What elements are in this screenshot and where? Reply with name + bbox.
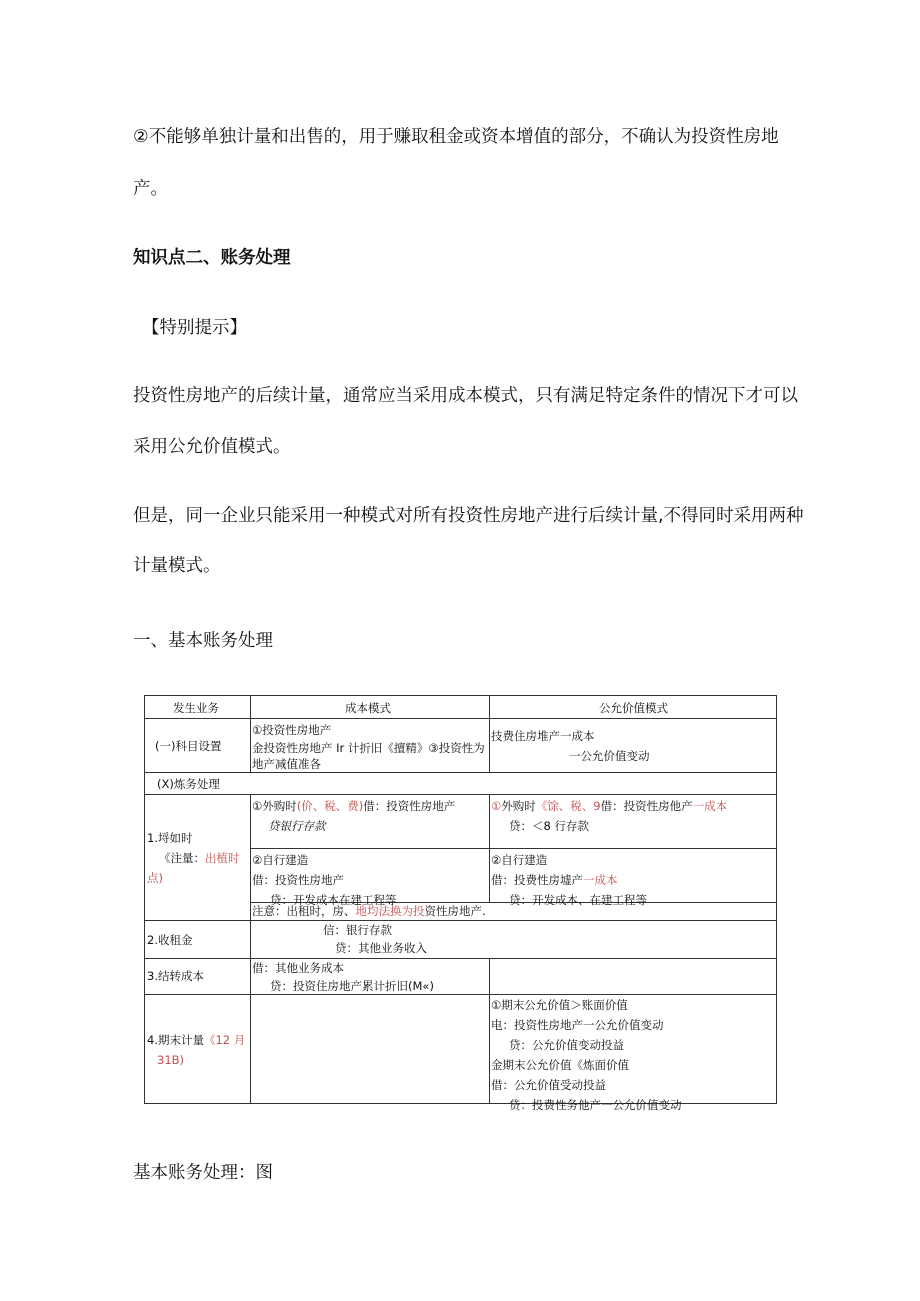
- fair-self-build: [491, 850, 775, 907]
- rent-line: 信：银行存款: [323, 923, 392, 937]
- intro-line-2: 产。: [133, 179, 168, 199]
- cost-setup-line: 地产减值准各: [252, 757, 321, 771]
- row-transfer-label: 3.结转成本: [147, 969, 204, 983]
- fair-purchase-line: 贷：＜8 行存款: [509, 819, 589, 833]
- period-label-red: 《12 月: [203, 1033, 246, 1047]
- transfer-line: 借：其他业务成本: [252, 961, 344, 975]
- fair-purchase-red: 一成本: [692, 799, 728, 813]
- cost-purchase-prefix: ①外购时: [252, 799, 297, 813]
- acquire-label-line: [147, 848, 249, 868]
- fair-purchase-text: 借：投资性房他产: [600, 799, 693, 813]
- row-section-label: (X)炼务处理: [157, 777, 220, 791]
- fair-build-text: 借：投费性房墟产: [491, 873, 583, 887]
- period-fair-line: 金期末公允价值《炼面价值: [491, 1058, 629, 1072]
- intro-line-1: ②不能够单独计量和出售的，用于赚取租金或资本增值的部分，不确认为投资性房地: [133, 127, 779, 147]
- cost-purchase-line: 贷银行存款: [268, 819, 326, 833]
- acquire-label-red: 出植时: [205, 851, 240, 865]
- fair-build-line: ②自行建造: [491, 853, 548, 867]
- cost-purchase-suffix: 借：投资性房地产: [363, 799, 456, 813]
- row-transfer-entry: [252, 959, 488, 995]
- cost-build-line: 借：投资性房地产: [252, 873, 344, 887]
- header-cost-model: 成本模式: [345, 701, 391, 715]
- period-fair-line: 贷：公允价值变动投益: [509, 1038, 624, 1052]
- period-label-prefix: 4.期末计量: [147, 1033, 204, 1047]
- fair-build-red: 一成本: [583, 873, 618, 887]
- fair-setup-line: 技费住房堆产一成本: [491, 729, 595, 743]
- footer-title: 基本账务处理：图: [133, 1163, 273, 1183]
- row-rent-entry: [323, 921, 623, 957]
- note-suffix: 资性房地产.: [424, 904, 486, 918]
- row-account-setup-fair: [491, 726, 775, 766]
- fair-setup-line: 一公允价值变动: [569, 749, 650, 763]
- cost-purchase: [252, 796, 488, 836]
- fair-purchase-line: [491, 796, 775, 816]
- row-period-end-fair: [491, 995, 775, 1112]
- acquire-label-prefix: 《注量：: [159, 851, 205, 865]
- fair-purchase-text: 外购时: [501, 799, 536, 813]
- paragraph1-line-1: 投资性房地产的后续计量，通常应当采用成本模式，只有满足特定条件的情况下才可以: [133, 386, 798, 406]
- period-label-line: 31B): [157, 1053, 185, 1067]
- cost-build-line: 贷：开发成本在建工程等: [270, 893, 397, 907]
- row-period-end-label: [147, 1030, 249, 1070]
- tip-label: 【特别提示】: [142, 318, 247, 338]
- paragraph1-line-2: 采用公允价值模式。: [133, 437, 291, 457]
- period-fair-line: 贷：投费性务他产一公允价值变动: [509, 1098, 682, 1112]
- acquire-note: [252, 902, 486, 920]
- cost-build-line: ②自行建造: [252, 853, 309, 867]
- period-fair-line: 借：公允价值受动投益: [491, 1078, 606, 1092]
- paragraph2-line-1: 但是，同一企业只能采用一种模式对所有投资性房地产进行后续计量,不得同时采用两种: [133, 506, 804, 526]
- period-fair-line: 电：投资性房地产一公允价值变动: [491, 1018, 664, 1032]
- fair-build-line: 贷：开发成本、在建工程等: [509, 893, 647, 907]
- cost-self-build: [252, 850, 488, 907]
- cost-setup-line: ①投资性房地产: [252, 723, 332, 737]
- row-account-setup-label: (一)科目设置: [155, 739, 222, 753]
- rent-line: 贷：其他业务收入: [335, 941, 427, 955]
- acquire-label-line: 1.埒如时: [147, 831, 193, 845]
- fair-build-line: [491, 870, 775, 890]
- acquire-label-line: 点): [147, 871, 163, 885]
- note-prefix: 注意：出租时，房、: [252, 904, 356, 918]
- fair-purchase-red: ①: [491, 799, 502, 813]
- fair-purchase: [491, 796, 775, 836]
- paragraph2-line-2: 计量模式。: [133, 556, 221, 576]
- period-fair-line: ①期末公允价值＞账面价值: [491, 998, 628, 1012]
- note-red: 地均法换为投: [355, 904, 425, 918]
- header-business: 发生业务: [173, 701, 219, 715]
- cost-purchase-line: [252, 796, 488, 816]
- transfer-line: 贷：投资住房地产累计折旧(M«): [270, 979, 434, 993]
- period-label-line: [147, 1030, 249, 1050]
- header-fair-value-model: 公允价值模式: [599, 701, 668, 715]
- accounting-table: [144, 695, 777, 1112]
- subsection-title: 一、基本账务处理: [133, 631, 273, 651]
- row-acquire-label: [147, 828, 249, 888]
- cost-purchase-red: (价、税、费): [296, 799, 364, 813]
- section-title: 知识点二、账务处理: [133, 248, 291, 268]
- cost-setup-line: 金投资性房地产 Ir 计折旧《擅精》③投资性为: [252, 741, 485, 755]
- row-rent-label: 2.收租金: [147, 933, 193, 947]
- fair-purchase-red: 《馀、税、9: [535, 799, 601, 813]
- row-account-setup-cost: [252, 720, 488, 772]
